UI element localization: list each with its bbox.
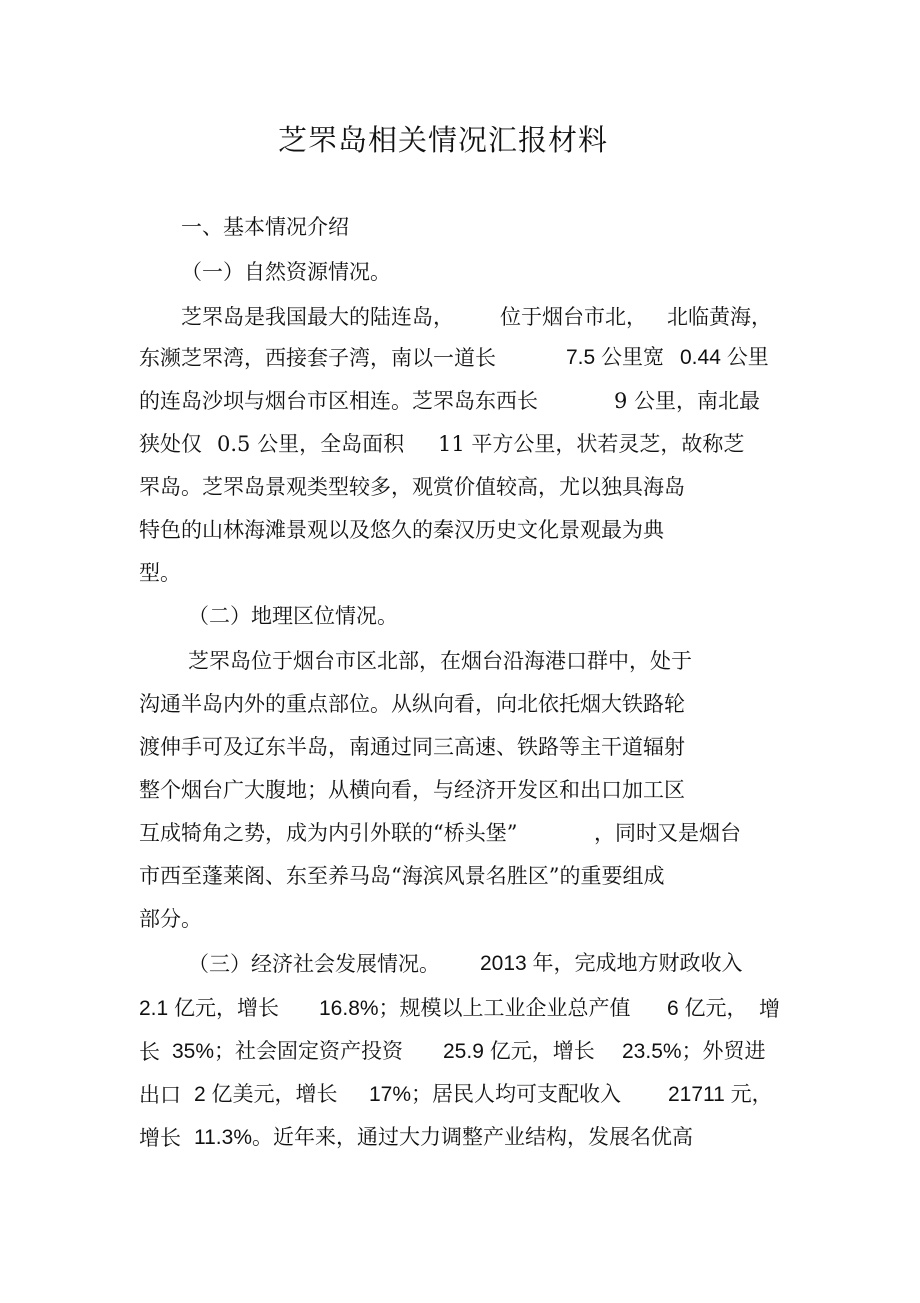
paragraph-line: 特色的山林海滩景观以及悠久的秦汉历史文化景观最为典 — [139, 518, 664, 542]
subsection-heading-geographic-location: （二）地理区位情况。 — [188, 604, 398, 628]
paragraph-line: 增 — [759, 997, 780, 1021]
paragraph-line: 11.3%。近年来，通过大力调整产业结构，发展名优高 — [194, 1126, 693, 1149]
paragraph-line: 的连岛沙坝与烟台市区相连。芝罘岛东西长 — [139, 389, 538, 413]
subsection-heading-natural-resources: （一）自然资源情况。 — [181, 260, 391, 284]
paragraph-line: 沟通半岛内外的重点部位。从纵向看，向北依托烟大铁路轮 — [139, 692, 685, 716]
paragraph-line: 型。 — [139, 561, 181, 585]
paragraph-line: 23.5%；外贸进 — [622, 1040, 766, 1063]
paragraph-line: 增长 — [139, 1126, 181, 1150]
paragraph-line: 整个烟台广大腹地；从横向看，与经济开发区和出口加工区 — [139, 778, 685, 802]
paragraph-line: 出口 — [139, 1083, 181, 1107]
paragraph-line: 7.5 公里宽 — [566, 346, 665, 369]
subsection-heading-economic-development: （三）经济社会发展情况。 — [188, 952, 440, 976]
paragraph-line: 35%；社会固定资产投资 — [172, 1040, 404, 1063]
paragraph-line: 互成犄角之势，成为内引外联的“桥头堡” — [139, 821, 518, 845]
paragraph-line: 16.8%；规模以上工业企业总产值 — [319, 997, 631, 1020]
paragraph-line: 17%；居民人均可支配收入 — [369, 1083, 622, 1106]
paragraph-line: 罘岛。芝罘岛景观类型较多，观赏价值较高，尤以独具海岛 — [139, 475, 685, 499]
document-title: 芝罘岛相关情况汇报材料 — [277, 123, 608, 157]
paragraph-line: 长 — [139, 1040, 160, 1064]
paragraph-line: 21711 元， — [668, 1083, 773, 1106]
paragraph-line: 0.5 公里，全岛面积 — [217, 432, 405, 456]
paragraph-line: 东濒芝罘湾，西接套子湾，南以一道长 — [139, 346, 496, 370]
paragraph-line: 9 公里，南北最 — [614, 389, 761, 413]
paragraph-line: 狭处仅 — [139, 432, 202, 456]
paragraph-line: 芝罘岛位于烟台市区北部，在烟台沿海港口群中，处于 — [188, 649, 692, 673]
paragraph-line: 2.1 亿元，增长 — [139, 997, 280, 1020]
paragraph-line: 11 平方公里，状若灵芝，故称芝 — [438, 432, 745, 456]
paragraph-line: 市西至蓬莱阁、东至养马岛“海滨风景名胜区”的重要组成 — [139, 864, 665, 888]
section-heading-basic-info: 一、基本情况介绍 — [181, 215, 349, 239]
paragraph-line: 2013 年，完成地方财政收入 — [480, 952, 743, 975]
paragraph-line: 6 亿元， — [667, 997, 748, 1020]
paragraph-line: 芝罘岛是我国最大的陆连岛， — [181, 305, 454, 329]
paragraph-line: 25.9 亿元，增长 — [443, 1040, 595, 1063]
paragraph-line: ，同时又是烟台 — [594, 821, 741, 845]
paragraph-line: 部分。 — [139, 907, 202, 931]
paragraph-line: 北临黄海， — [667, 305, 772, 329]
paragraph-line: 2 亿美元，增长 — [194, 1083, 338, 1106]
paragraph-line: 渡伸手可及辽东半岛，南通过同三高速、铁路等主干道辐射 — [139, 735, 685, 759]
paragraph-line: 0.44 公里 — [680, 346, 769, 369]
paragraph-line: 位于烟台市北， — [500, 305, 647, 329]
